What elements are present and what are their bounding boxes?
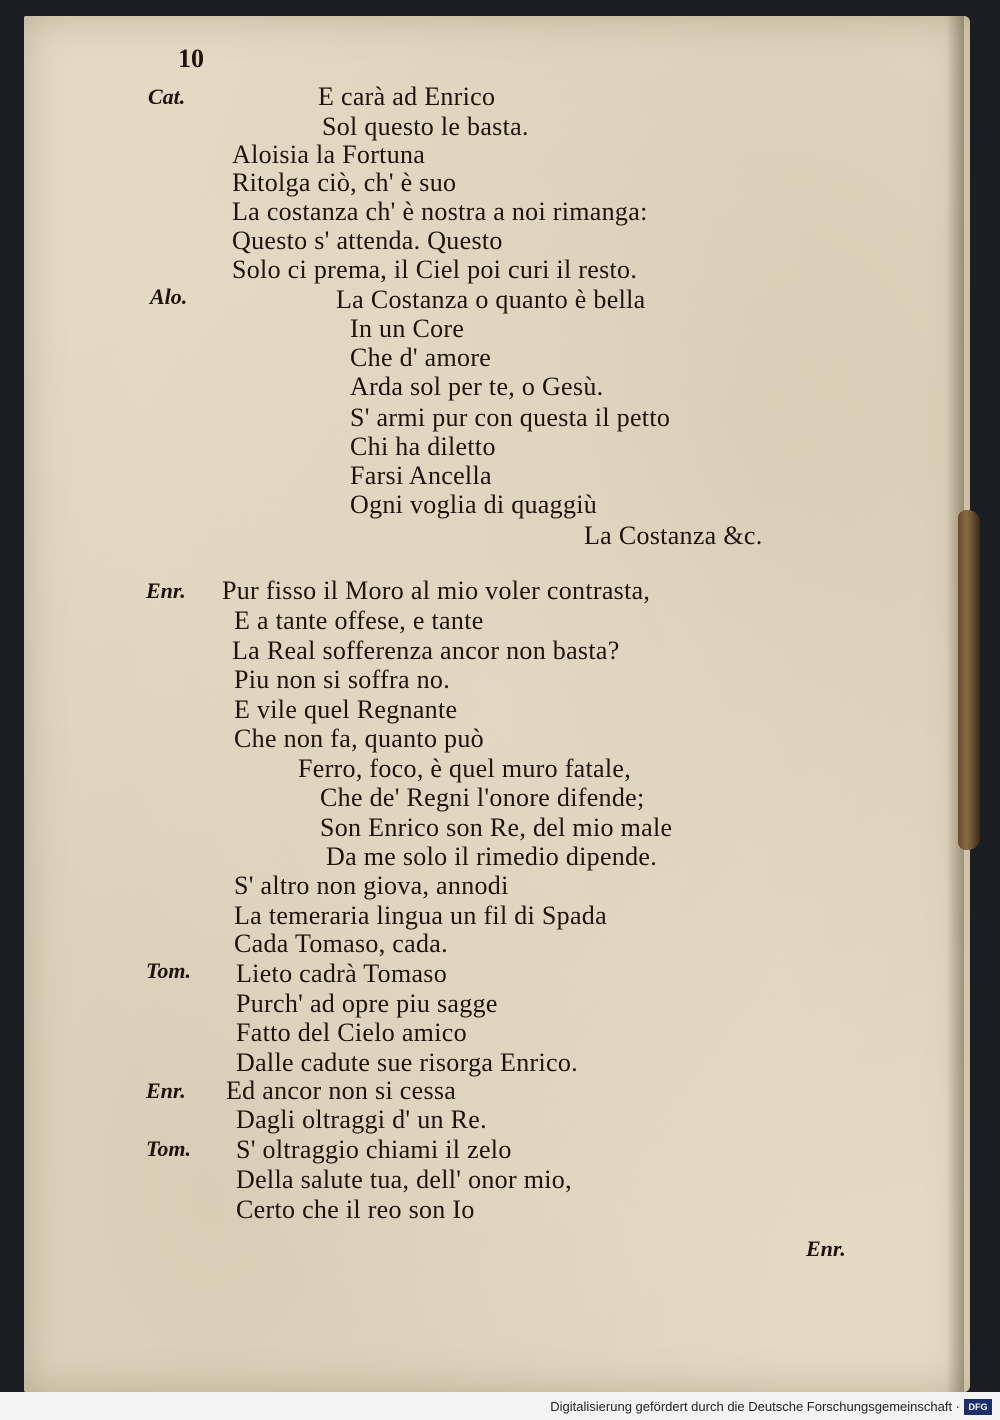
verse-line: S' altro non giova, annodi <box>234 871 509 900</box>
speaker-enr: Enr. <box>146 1078 186 1103</box>
aria-line: Arda sol per te, o Gesù. <box>350 372 604 401</box>
verse-line: Lieto cadrà Tomaso <box>236 959 448 988</box>
speaker-enr: Enr. <box>146 578 186 603</box>
verse-line: Pur fisso il Moro al mio voler contrasta, <box>222 576 651 605</box>
aria-line: In un Core <box>350 314 465 343</box>
verse-line: Aloisia la Fortuna <box>232 140 426 169</box>
dfg-logo: DFG <box>964 1399 992 1415</box>
verse-line: Dagli oltraggi d' un Re. <box>236 1105 487 1134</box>
aria-line: Ferro, foco, è quel muro fatale, <box>298 754 632 783</box>
verse-line: Solo ci prema, il Ciel poi curi il resto. <box>232 255 638 284</box>
verse-line: Certo che il reo son Io <box>236 1195 475 1224</box>
verse-line: E vile quel Regnante <box>234 695 458 724</box>
aria-line: La Costanza o quanto è bella <box>336 285 646 314</box>
digitization-credit: Digitalisierung gefördert durch die Deutsche Forschungsgemeinschaft · <box>550 1399 960 1414</box>
verse-line: La Real sofferenza ancor non basta? <box>232 636 620 665</box>
aria-line: Che d' amore <box>350 343 492 372</box>
speaker-cat: Cat. <box>148 84 186 109</box>
page-number: 10 <box>178 44 204 73</box>
verse-line: La costanza ch' è nostra a noi rimanga: <box>232 197 648 226</box>
verse-line: Della salute tua, dell' onor mio, <box>236 1165 572 1194</box>
verse-line: Ed ancor non si cessa <box>226 1076 457 1105</box>
aria-line: Chi ha diletto <box>350 432 496 461</box>
speaker-tom: Tom. <box>146 958 192 983</box>
aria-line: Son Enrico son Re, del mio male <box>320 813 673 842</box>
verse-line: Cada Tomaso, cada. <box>234 929 448 958</box>
verse-line: Fatto del Cielo amico <box>236 1018 467 1047</box>
verse-line: Ritolga ciò, ch' è suo <box>232 168 457 197</box>
aria-line: Ogni voglia di quaggiù <box>350 490 598 519</box>
verse-line: Questo s' attenda. Questo <box>232 226 503 255</box>
verse-line: E a tante offese, e tante <box>234 606 484 635</box>
verse-line: La temeraria lingua un fil di Spada <box>234 901 607 930</box>
verse-line: Dalle cadute sue risorga Enrico. <box>236 1048 578 1077</box>
aria-line: S' armi pur con questa il petto <box>350 403 671 432</box>
aria-line: Che de' Regni l'onore difende; <box>320 783 645 812</box>
verse-line: Sol questo le basta. <box>322 112 529 141</box>
verse-line: Purch' ad opre piu sagge <box>236 989 498 1018</box>
verse-line: Che non fa, quanto può <box>234 724 484 753</box>
verse-line: Piu non si soffra no. <box>234 665 450 694</box>
footer-bar <box>0 1392 1000 1420</box>
speaker-tom: Tom. <box>146 1136 192 1161</box>
verse-line: S' oltraggio chiami il zelo <box>236 1135 512 1164</box>
catchword: Enr. <box>806 1236 846 1261</box>
verse-line: E carà ad Enrico <box>318 82 496 111</box>
page-tab-marker <box>958 510 980 850</box>
speaker-alo: Alo. <box>150 284 188 309</box>
aria-line: Da me solo il rimedio dipende. <box>326 842 658 871</box>
aria-line: Farsi Ancella <box>350 461 492 490</box>
da-capo-line: La Costanza &c. <box>584 521 763 550</box>
